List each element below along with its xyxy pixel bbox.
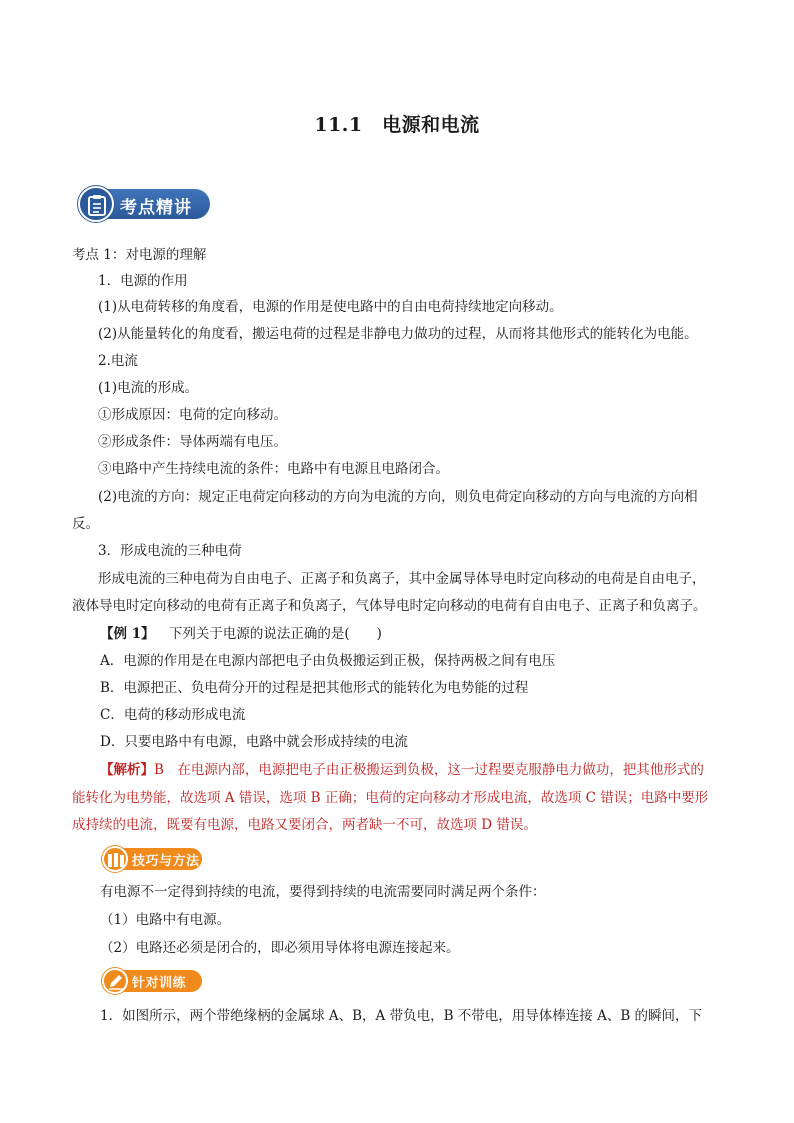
tips-condition-2: （2）电路还必须是闭合的，即必须用导体将电源连接起来。	[100, 940, 460, 956]
clipboard-icon	[78, 186, 114, 222]
list-item: ③电路中产生持续电流的条件：电路中有电源且电路闭合。	[98, 461, 449, 477]
paragraph: (1)从电荷转移的角度看，电源的作用是使电路中的自由电荷持续地定向移动。	[98, 299, 563, 315]
example-option-d: D．只要电路中有电源，电路中就会形成持续的电流	[100, 734, 408, 750]
analysis-first-line	[100, 761, 704, 779]
paragraph: 形成电流的三种电荷为自由电子、正离子和负离子，其中金属导体导电时定向移动的电荷是自由电子，	[98, 571, 706, 587]
analysis-label: 【解析】	[100, 762, 154, 778]
analysis-text: B 在电源内部，电源把电子由正极搬运到负极，这一过程要克服静电力做功，把其他形式的	[154, 762, 704, 778]
section-badge-key-points	[78, 186, 210, 222]
paragraph: (2)从能量转化的角度看，搬运电荷的过程是非静电力做功的过程，从而将其他形式的能转化为电能。	[98, 326, 698, 342]
subsection-heading: 3．形成电流的三种电荷	[98, 543, 242, 559]
tips-intro: 有电源不一定得到持续的电流，要得到持续的电流需要同时满足两个条件：	[100, 884, 546, 900]
page-title: 11.1 电源和电流	[314, 114, 480, 136]
subsection-heading: 1．电源的作用	[98, 273, 188, 289]
section-badge-label: 考点精讲	[120, 198, 192, 218]
paragraph-continuation: 反。	[72, 516, 99, 532]
tips-badge-label: 技巧与方法	[132, 854, 200, 869]
paragraph-continuation: 液体导电时定向移动的电荷有正离子和负离子，气体导电时定向移动的电荷有自由电子、正离子和负离子。	[72, 598, 707, 614]
training-badge	[102, 968, 202, 994]
tips-badge	[102, 846, 202, 872]
example-option-a: A．电源的作用是在电源内部把电子由负极搬运到正极，保持两极之间有电压	[100, 653, 556, 669]
example-question	[100, 625, 382, 643]
point-heading: 考点 1：对电源的理解	[72, 247, 207, 263]
training-question-1: 1．如图所示，两个带绝缘柄的金属球 A、B，A 带负电，B 不带电，用导体棒连接 A、B 的瞬间，下	[100, 1008, 703, 1024]
example-label: 【例 1】	[100, 626, 155, 642]
paragraph: (1)电流的形成。	[98, 380, 199, 396]
tips-condition-1: （1）电路中有电源。	[100, 912, 231, 928]
paragraph: (2)电流的方向：规定正电荷定向移动的方向为电流的方向，则负电荷定向移动的方向与电流的方向相	[98, 489, 698, 505]
books-icon	[102, 846, 128, 872]
pencil-icon	[102, 968, 128, 994]
list-item: ①形成原因：电荷的定向移动。	[98, 407, 287, 423]
subsection-heading: 2.电流	[98, 353, 138, 369]
analysis-line: 成持续的电流，既要有电源，电路又要闭合，两者缺一不可，故选项 D 错误。	[72, 817, 537, 833]
analysis-line: 能转化为电势能，故选项 A 错误，选项 B 正确；电荷的定向移动才形成电流，故选项 C 错误；电路中要形	[72, 790, 709, 806]
training-badge-label: 针对训练	[132, 976, 187, 991]
example-option-b: B．电源把正、负电荷分开的过程是把其他形式的能转化为电势能的过程	[100, 680, 529, 696]
list-item: ②形成条件：导体两端有电压。	[98, 434, 287, 450]
example-option-c: C．电荷的移动形成电流	[100, 707, 246, 723]
example-question-text: 下列关于电源的说法正确的是( )	[168, 626, 382, 642]
